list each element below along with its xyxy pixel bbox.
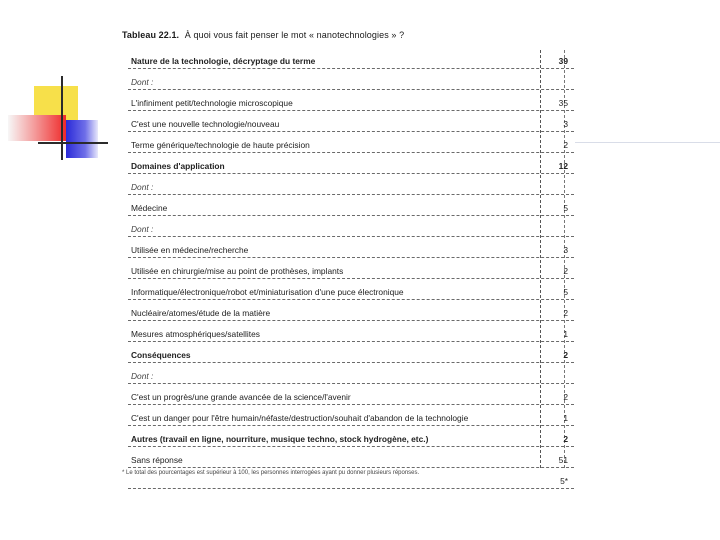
row-value: 1 [563, 329, 568, 339]
table-footnote: * Le total des pourcentages est supérieur à 100, les personnes interrogées ayant pu donner plusieurs réponses. [122, 470, 420, 476]
table-row [128, 48, 574, 69]
row-value: 5 [563, 203, 568, 213]
row-label: Nature de la technologie, décryptage du terme [131, 56, 316, 66]
row-label: Informatique/électronique/robot et/miniaturisation d'une puce électronique [131, 287, 404, 297]
row-label: Dont : [131, 224, 154, 234]
row-label: Sans réponse [131, 455, 183, 465]
row-value: 2 [563, 140, 568, 150]
row-label: Domaines d'application [131, 161, 225, 171]
row-label: Terme générique/technologie de haute précision [131, 140, 310, 150]
row-label: Dont : [131, 371, 154, 381]
table-row [128, 153, 574, 174]
row-label: C'est un danger pour l'être humain/néfaste/destruction/souhait d'abandon de la technologie [131, 413, 469, 423]
decor-vertical-line [61, 76, 63, 160]
row-value: 1 [563, 413, 568, 423]
decor-blue-square [66, 120, 98, 158]
scanned-table [118, 28, 584, 486]
row-label: L'infiniment petit/technologie microscopique [131, 98, 293, 108]
table-body [128, 48, 574, 489]
decor-red-bar [8, 115, 66, 141]
decor-accent-line [575, 142, 720, 143]
row-label: Utilisée en chirurgie/mise au point de prothèses, implants [131, 266, 344, 276]
table-row [128, 405, 574, 426]
row-label: Conséquences [131, 350, 191, 360]
table-row [128, 300, 574, 321]
table-row [128, 426, 574, 447]
table-row [128, 258, 574, 279]
row-value: 51 [558, 455, 568, 465]
row-value: 39 [558, 56, 568, 66]
table-row [128, 321, 574, 342]
table-row [128, 90, 574, 111]
row-value: 2 [563, 350, 568, 360]
table-row [128, 69, 574, 90]
row-value: 2 [563, 434, 568, 444]
table-row [128, 447, 574, 468]
table-row [128, 174, 574, 195]
row-label: Dont : [131, 182, 154, 192]
table-row [128, 195, 574, 216]
row-value: 2 [563, 392, 568, 402]
decor-horizontal-line [38, 142, 108, 144]
table-title [122, 30, 404, 40]
row-label: Dont : [131, 77, 154, 87]
table-row [128, 279, 574, 300]
row-value: 3 [563, 119, 568, 129]
table-row [128, 384, 574, 405]
row-label: C'est une nouvelle technologie/nouveau [131, 119, 280, 129]
row-value: 2 [563, 266, 568, 276]
table-row [128, 363, 574, 384]
table-row [128, 342, 574, 363]
table-row [128, 216, 574, 237]
table-title-prefix: Tableau 22.1. [122, 30, 180, 40]
row-value: 35 [558, 98, 568, 108]
row-label: Autres (travail en ligne, nourriture, musique techno, stock hydrogène, etc.) [131, 434, 429, 444]
table-row [128, 111, 574, 132]
table-row [128, 237, 574, 258]
row-value: 5 [563, 287, 568, 297]
row-value: 5* [560, 476, 568, 486]
row-label: Nucléaire/atomes/étude de la matière [131, 308, 271, 318]
row-value: 2 [563, 308, 568, 318]
row-label: Mesures atmosphériques/satellites [131, 329, 260, 339]
table-title-text: À quoi vous fait penser le mot « nanotechnologies » ? [184, 30, 405, 40]
row-label: C'est un progrès/une grande avancée de la science/l'avenir [131, 392, 351, 402]
table-row [128, 132, 574, 153]
row-value: 3 [563, 245, 568, 255]
row-label: Utilisée en médecine/recherche [131, 245, 249, 255]
row-label: Médecine [131, 203, 168, 213]
row-value: 12 [558, 161, 568, 171]
